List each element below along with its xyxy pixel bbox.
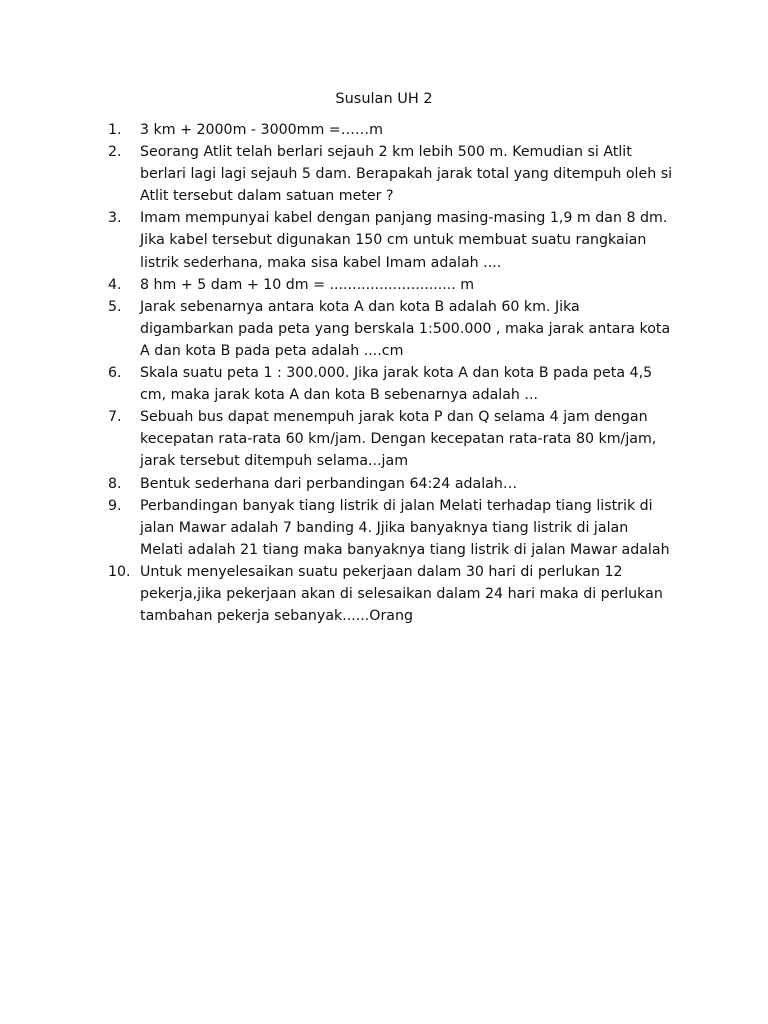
document-title-text: Susulan UH 2 bbox=[335, 91, 433, 107]
question-number: 5. bbox=[108, 298, 122, 315]
question-item-2 bbox=[108, 141, 688, 207]
question-item-8 bbox=[108, 473, 688, 495]
question-item-10 bbox=[108, 561, 688, 627]
question-text-line: tambahan pekerja sebanyak......Orang bbox=[140, 608, 413, 625]
question-number: 9. bbox=[108, 497, 122, 514]
question-item-4 bbox=[108, 274, 688, 296]
question-number: 1. bbox=[108, 122, 122, 138]
question-number: 10. bbox=[108, 563, 131, 580]
question-item-6 bbox=[108, 362, 688, 406]
question-text-line: Skala suatu peta 1 : 300.000. Jika jarak kota A dan kota B pada peta 4,5 bbox=[140, 365, 653, 382]
question-text-line: Jika kabel tersebut digunakan 150 cm untuk membuat suatu rangkaian bbox=[140, 232, 647, 249]
question-text-line: pekerja,jika pekerjaan akan di selesaikan dalam 24 hari maka di perlukan bbox=[140, 585, 663, 602]
question-number: 6. bbox=[108, 365, 122, 382]
question-text-line: Melati adalah 21 tiang maka banyaknya tiang listrik di jalan Mawar adalah bbox=[140, 541, 670, 558]
question-number: 4. bbox=[108, 276, 122, 293]
question-number: 8. bbox=[108, 475, 122, 492]
document-title bbox=[0, 88, 768, 110]
question-item-7 bbox=[108, 406, 688, 472]
question-text-line: listrik sederhana, maka sisa kabel Imam adalah .... bbox=[140, 254, 502, 271]
question-list bbox=[108, 119, 688, 627]
question-text-line: 3 km + 2000m - 3000mm =……m bbox=[140, 122, 383, 138]
question-item-1 bbox=[108, 119, 688, 141]
question-text-line: Imam mempunyai kabel dengan panjang masing-masing 1,9 m dan 8 dm. bbox=[140, 210, 668, 227]
question-text-line: kecepatan rata-rata 60 km/jam. Dengan kecepatan rata-rata 80 km/jam, bbox=[140, 431, 657, 448]
question-text-line: Sebuah bus dapat menempuh jarak kota P dan Q selama 4 jam dengan bbox=[140, 409, 648, 426]
question-text-line: jarak tersebut ditempuh selama...jam bbox=[140, 453, 409, 470]
question-item-3 bbox=[108, 207, 688, 273]
question-text-line: digambarkan pada peta yang berskala 1:500.000 , maka jarak antara kota bbox=[140, 320, 671, 337]
question-text-line: Seorang Atlit telah berlari sejauh 2 km lebih 500 m. Kemudian si Atlit bbox=[140, 144, 632, 161]
question-text-line: Jarak sebenarnya antara kota A dan kota B adalah 60 km. Jika bbox=[140, 298, 580, 315]
question-text-line: cm, maka jarak kota A dan kota B sebenarnya adalah ... bbox=[140, 387, 538, 404]
question-item-5 bbox=[108, 296, 688, 362]
question-text-line: Untuk menyelesaikan suatu pekerjaan dalam 30 hari di perlukan 12 bbox=[140, 563, 623, 580]
question-text-line: 8 hm + 5 dam + 10 dm = ............................ m bbox=[140, 276, 475, 293]
question-text-line: Bentuk sederhana dari perbandingan 64:24 adalah… bbox=[140, 475, 518, 492]
question-number: 2. bbox=[108, 144, 122, 161]
question-number: 3. bbox=[108, 210, 122, 227]
question-text-line: A dan kota B pada peta adalah ....cm bbox=[140, 342, 404, 359]
question-item-9 bbox=[108, 495, 688, 561]
question-text-line: Atlit tersebut dalam satuan meter ? bbox=[140, 188, 394, 205]
question-text-line: jalan Mawar adalah 7 banding 4. Jjika banyaknya tiang listrik di jalan bbox=[140, 519, 629, 536]
question-text-line: Perbandingan banyak tiang listrik di jalan Melati terhadap tiang listrik di bbox=[140, 497, 653, 514]
question-text-line: berlari lagi lagi sejauh 5 dam. Berapakah jarak total yang ditempuh oleh si bbox=[140, 166, 673, 183]
question-number: 7. bbox=[108, 409, 122, 426]
